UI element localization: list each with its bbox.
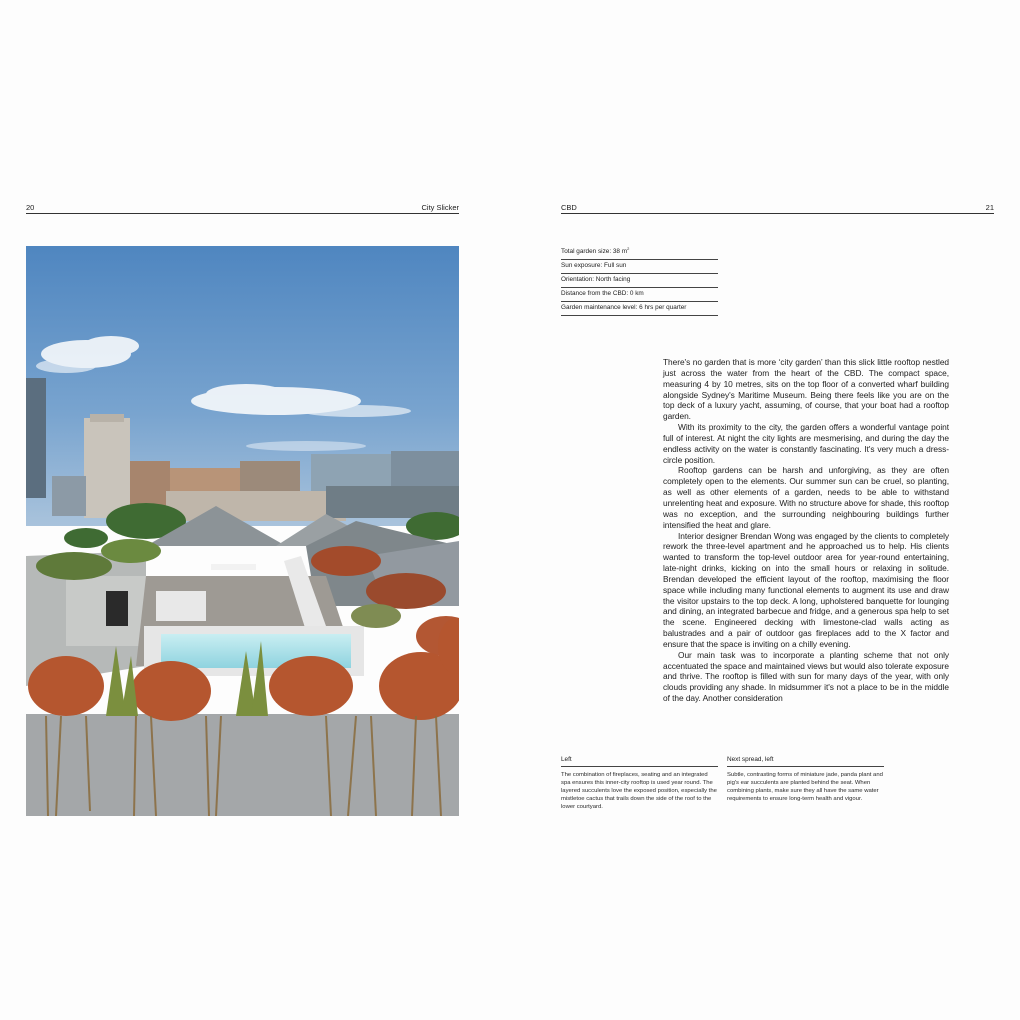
body-paragraph: There's no garden that is more ‘city garden’ than this slick little rooftop nestled just across the water from the heart of the CBD. The compact space, measuring 4 by 10 metres, sits on the top floor of a converted wharf building alongside Sydney's Maritime Museum. Being there feels like you are on the top deck of a luxury yacht, assuming, of course, that your boat had a rooftop garden. <box>663 357 949 422</box>
chair <box>156 591 206 621</box>
body-paragraph: With its proximity to the city, the garden offers a wonderful vantage point full of interest. At night the city lights are mesmerising, and during the day the endless activity on the water is constantly fascinating. It's very much a dress-circle position. <box>663 422 949 465</box>
photo-illustration <box>26 246 459 816</box>
caption-heading: Next spread, left <box>727 756 884 767</box>
right-page-number: 21 <box>985 203 994 212</box>
left-running-head <box>26 203 459 214</box>
right-section-title: CBD <box>561 203 577 212</box>
caption-next-spread <box>727 756 884 804</box>
right-running-head <box>561 203 994 214</box>
caption-heading: Left <box>561 756 718 767</box>
body-paragraph: Interior designer Brendan Wong was engaged by the clients to completely rework the three-level apartment and he approached us to help. His clients wanted to transform the top-level outdoor area for year-round entertaining, late-night drinks, kicking on into the small hours or relaxing in solitude. Brendan developed the efficient layout of the rooftop, maximising the floor space while including many functional elements to augment its use and draw the visitor upstairs to the top deck. A long, upholstered banquette for lounging and dining, an integrated barbecue and fridge, and a generous spa help to set the scene. Engineered decking with limestone-clad walls acting as balustrades and a pair of outdoor gas fireplaces add to the X factor and ensure that the space is inviting on a chilly evening. <box>663 530 949 649</box>
fact-orientation: Orientation: North facing <box>561 274 718 288</box>
body-paragraph: Our main task was to incorporate a planting scheme that not only accentuated the space and maintained views but would also tolerate exposure and thrive. The rooftop is filled with sun for many days of the year, with only clouds providing any shade. In midsummer it's not a place to be in the middle of the day. Another consideration <box>663 649 949 704</box>
fact-distance-cbd: Distance from the CBD: 0 km <box>561 288 718 302</box>
fact-sun-exposure: Sun exposure: Full sun <box>561 260 718 274</box>
caption-left <box>561 756 718 812</box>
caption-text: The combination of fireplaces, seating and an integrated spa ensures this inner-city rooftop is used year round. The layered succulents love the exposed position, especially the mistletoe cactus that trails down the side of the roof to the lower courtyard. <box>561 772 717 810</box>
article-body <box>663 357 949 704</box>
fact-garden-size: Total garden size: 38 $m^2$ <box>561 243 718 260</box>
rooftop-garden-photo <box>26 246 459 816</box>
left-running-title: City Slicker <box>421 203 459 212</box>
body-paragraph: Rooftop gardens can be harsh and unforgiving, as they are often completely open to the elements. Our summer sun can be cruel, so planting, as well as other elements of a garden, needs to be able to withstand unrelenting heat and exposure. With no structure above for shade, this rooftop was no exception, and the surrounding neighbouring buildings further intensified the heat and glare. <box>663 465 949 530</box>
dining-table <box>211 564 256 570</box>
caption-text: Subtle, contrasting forms of miniature jade, panda plant and pig's ear succulents are planted behind the seat. When combining plants, make sure they all have the same water requirements to ensure long-term health and vigour. <box>727 772 883 802</box>
fact-maintenance: Garden maintenance level: 6 hrs per quarter <box>561 302 718 316</box>
front-planter <box>26 714 459 816</box>
fireplace <box>106 591 128 626</box>
left-page-number: 20 <box>26 203 35 212</box>
garden-facts-list <box>561 243 718 316</box>
